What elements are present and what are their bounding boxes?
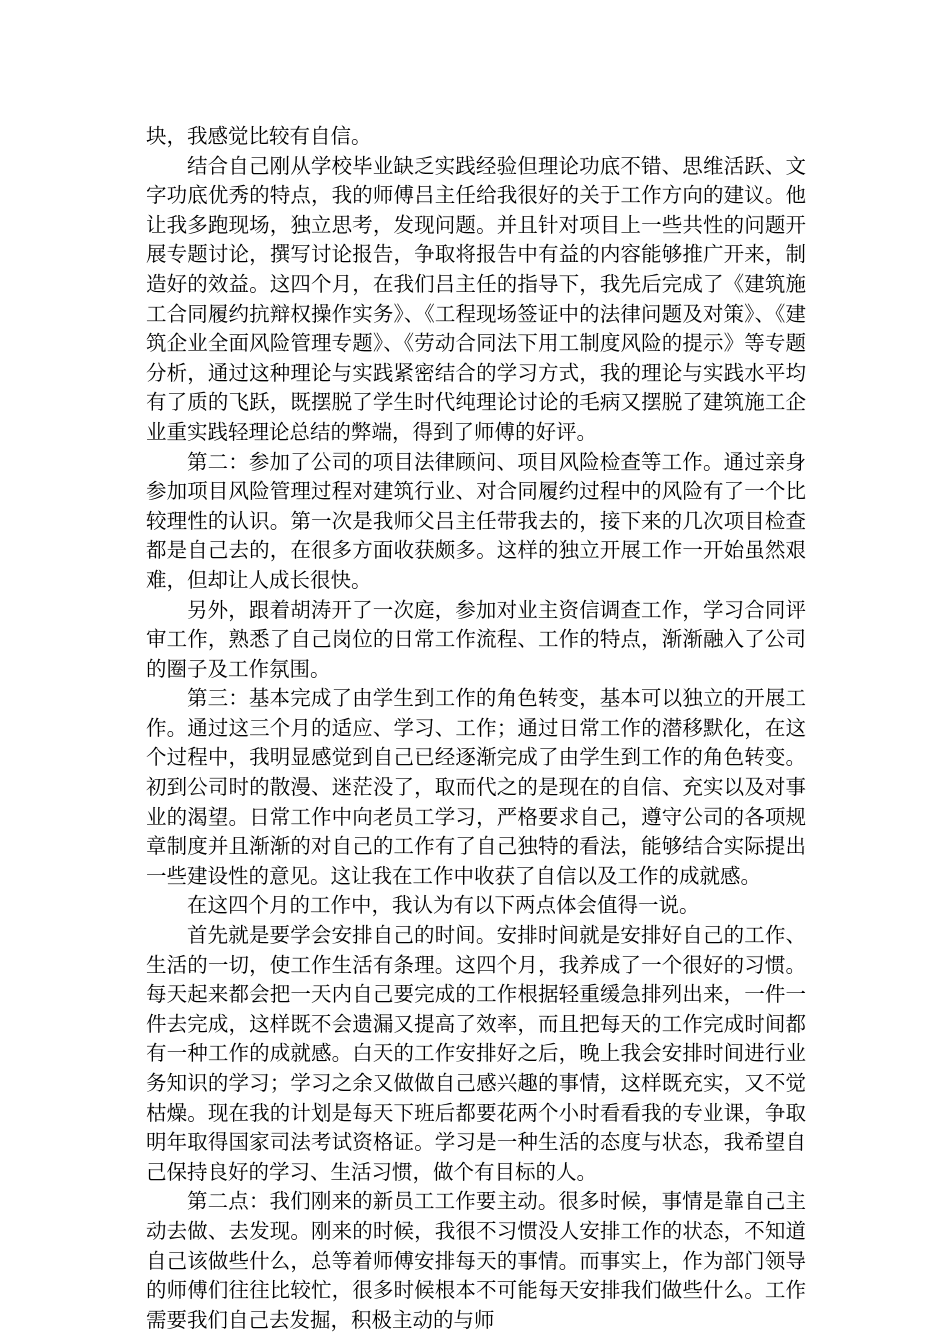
paragraph-second-point: 第二：参加了公司的项目法律顾问、项目风险检查等工作。通过亲身参加项目风险管理过程对建筑行业、对合同履约过程中的风险有了一个比较理性的认识。第一次是我师父吕主任带我去的，接下来的几次项目检查都是自己去的，在很多方面收获颇多。这样的独立开展工作一开始虽然艰难，但却让人成长很快。 — [146, 449, 806, 592]
document-body — [146, 122, 806, 1335]
paragraph-continuation: 块，我感觉比较有自信。 — [146, 124, 372, 148]
paragraph-reflections-intro: 在这四个月的工作中，我认为有以下两点体会值得一说。 — [187, 893, 700, 918]
paragraph-additionally: 另外，跟着胡涛开了一次庭，参加对业主资信调查工作，学习合同评审工作，熟悉了自己岗位的日常工作流程、工作的特点，渐渐融入了公司的圈子及工作氛围。 — [146, 597, 806, 681]
paragraph-take-initiative: 第二点：我们刚来的新员工工作要主动。很多时候，事情是靠自己主动去做、去发现。刚来的时候，我很不习惯没人安排工作的状态，不知道自己该做些什么，总等着师傅安排每天的事情。而事实上，作为部门领导的师傅们往往比较忙，很多时候根本不可能每天安排我们做些什么。工作需要我们自己去发掘，积极主动的与师 — [146, 1189, 806, 1332]
paragraph-third-point: 第三：基本完成了由学生到工作的角色转变，基本可以独立的开展工作。通过这三个月的适应、学习、工作；通过日常工作的潜移默化，在这个过程中，我明显感觉到自己已经逐渐完成了由学生到工作的角色转变。初到公司时的散漫、迷茫没了，取而代之的是现在的自信、充实以及对事业的渴望。日常工作中向老员工学习，严格要求自己，遵守公司的各项规章制度并且渐渐的对自己的工作有了自己独特的看法，能够结合实际提出一些建设性的意见。这让我在工作中收获了自信以及工作的成就感。 — [146, 686, 806, 888]
paragraph-time-management: 首先就是要学会安排自己的时间。安排时间就是安排好自己的工作、生活的一切，使工作生活有条理。这四个月，我养成了一个很好的习惯。每天起来都会把一天内自己要完成的工作根据轻重缓急排列出来，一件一件去完成，这样既不会遗漏又提高了效率，而且把每天的工作完成时间都有一种工作的成就感。白天的工作安排好之后，晚上我会安排时间进行业务知识的学习；学习之余又做做自己感兴趣的事情，这样既充实，又不觉枯燥。现在我的计划是每天下班后都要花两个小时看看我的专业课，争取明年取得国家司法考试资格证。学习是一种生活的态度与状态，我希望自己保持良好的学习、生活习惯，做个有目标的人。 — [146, 923, 806, 1184]
paragraph-mentor-guidance: 结合自己刚从学校毕业缺乏实践经验但理论功底不错、思维活跃、文字功底优秀的特点，我的师傅吕主任给我很好的关于工作方向的建议。他让我多跑现场，独立思考，发现问题。并且针对项目上一些共性的问题开展专题讨论，撰写讨论报告，争取将报告中有益的内容能够推广开来，制造好的效益。这四个月，在我们吕主任的指导下，我先后完成了《建筑施工合同履约抗辩权操作实务》、《工程现场签证中的法律问题及对策》、《建筑企业全面风险管理专题》、《劳动合同法下用工制度风险的提示》等专题分析，通过这种理论与实践紧密结合的学习方式，我的理论与实践水平均有了质的飞跃，既摆脱了学生时代纯理论讨论的毛病又摆脱了建筑施工企业重实践轻理论总结的弊端，得到了师傅的好评。 — [146, 153, 806, 444]
